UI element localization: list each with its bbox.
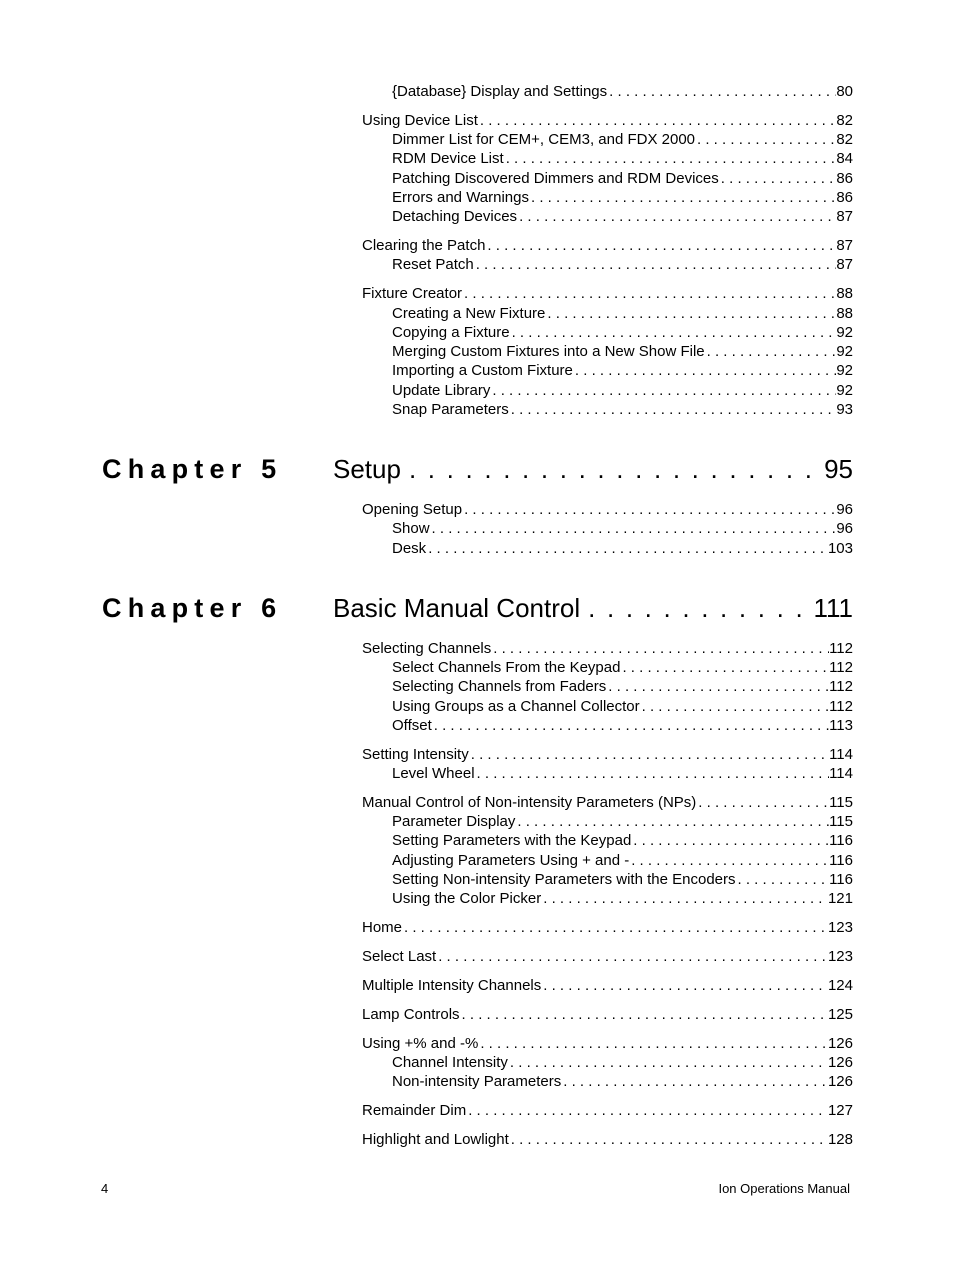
toc-entry[interactable] <box>392 539 853 558</box>
toc-entry-page: 112 <box>829 659 853 676</box>
toc-entry[interactable] <box>362 284 853 303</box>
toc-entry-page: 88 <box>836 305 853 322</box>
toc-leader <box>469 745 829 764</box>
toc-entry[interactable] <box>392 677 853 696</box>
toc-leader <box>485 236 836 255</box>
toc-entry-title: Adjusting Parameters Using + and - <box>392 852 630 869</box>
toc-entry-page: 80 <box>836 83 853 100</box>
toc-entry-title: Non-intensity Parameters <box>392 1073 562 1090</box>
toc-entry[interactable] <box>362 1101 853 1120</box>
toc-entry-title: RDM Device List <box>392 150 504 167</box>
toc-entry-title: Parameter Display <box>392 813 516 830</box>
toc-entry-page: 126 <box>827 1054 853 1071</box>
toc-leader <box>545 304 836 323</box>
toc-leader <box>541 889 828 908</box>
toc-entry-page: 93 <box>836 401 853 418</box>
toc-leader <box>491 639 829 658</box>
toc-entry-title: Merging Custom Fixtures into a New Show File <box>392 343 705 360</box>
toc-entry[interactable] <box>362 947 853 966</box>
toc-entry[interactable] <box>392 323 853 342</box>
toc-entry[interactable] <box>392 716 853 735</box>
toc-entry-page: 114 <box>829 765 853 782</box>
toc-entry[interactable] <box>392 188 853 207</box>
toc-entry-page: 126 <box>827 1073 853 1090</box>
chapter-5-heading[interactable] <box>333 454 853 486</box>
toc-entry-title: Level Wheel <box>392 765 475 782</box>
toc-leader <box>640 697 829 716</box>
footer-manual-title: Ion Operations Manual <box>718 1181 850 1196</box>
toc-entry-title: Manual Control of Non-intensity Parameters (NPs) <box>362 794 697 811</box>
toc-leader <box>475 764 830 783</box>
toc-leader <box>580 593 813 623</box>
toc-entry[interactable] <box>362 793 853 812</box>
toc-leader <box>515 812 829 831</box>
toc-leader <box>607 82 836 101</box>
toc-entry-page: 121 <box>827 890 853 907</box>
toc-entry-page: 124 <box>827 977 853 994</box>
toc-entry[interactable] <box>392 361 853 380</box>
toc-leader <box>436 947 828 966</box>
toc-entry-title: Channel Intensity <box>392 1054 508 1071</box>
toc-leader <box>631 831 829 850</box>
toc-entry[interactable] <box>392 764 853 783</box>
toc-leader <box>478 111 836 130</box>
toc-leader <box>462 500 836 519</box>
toc-entry-page: 87 <box>836 208 853 225</box>
toc-entry[interactable] <box>392 519 853 538</box>
toc-entry[interactable] <box>362 236 853 255</box>
toc-entry[interactable] <box>392 889 853 908</box>
toc-leader <box>696 793 829 812</box>
toc-entry-title: Fixture Creator <box>362 285 463 302</box>
toc-entry-page: 123 <box>827 919 853 936</box>
toc-entry-page: 113 <box>829 717 853 734</box>
toc-entry-page: 92 <box>836 362 853 379</box>
chapter-page: 111 <box>813 593 853 623</box>
toc-leader <box>719 169 837 188</box>
toc-entry-page: 127 <box>827 1102 853 1119</box>
toc-entry-page: 92 <box>836 382 853 399</box>
toc-leader <box>478 1034 828 1053</box>
toc-entry-title: Home <box>362 919 403 936</box>
toc-entry-title: Creating a New Fixture <box>392 305 546 322</box>
toc-entry-page: 115 <box>829 813 853 830</box>
toc-entry[interactable] <box>392 400 853 419</box>
toc-entry-title: Clearing the Patch <box>362 237 486 254</box>
toc-leader <box>529 188 836 207</box>
toc-entry[interactable] <box>362 918 853 937</box>
toc-entry-title: Errors and Warnings <box>392 189 529 206</box>
toc-entry-page: 96 <box>836 520 853 537</box>
toc-entry-title: Reset Patch <box>392 256 474 273</box>
toc-entry[interactable] <box>362 1130 853 1149</box>
toc-leader <box>509 400 837 419</box>
toc-entry-page: 112 <box>829 678 853 695</box>
toc-leader <box>432 716 829 735</box>
toc-leader <box>629 851 829 870</box>
toc-entry-page: 92 <box>836 324 853 341</box>
toc-leader <box>517 207 836 226</box>
toc-leader <box>620 658 829 677</box>
toc-entry-title: Desk <box>392 540 427 557</box>
toc-leader <box>508 1053 828 1072</box>
toc-entry-page: 86 <box>836 170 853 187</box>
toc-entry[interactable] <box>392 1053 853 1072</box>
toc-entry-title: Remainder Dim <box>362 1102 467 1119</box>
toc-entry[interactable] <box>362 1034 853 1053</box>
toc-leader <box>462 284 836 303</box>
toc-entry-page: 114 <box>829 746 853 763</box>
toc-leader <box>504 149 837 168</box>
toc-entry-title: Detaching Devices <box>392 208 518 225</box>
footer-page-number: 4 <box>101 1181 109 1196</box>
toc-entry[interactable] <box>392 82 853 101</box>
toc-entry-page: 84 <box>836 150 853 167</box>
toc-entry-title: Selecting Channels <box>362 640 492 657</box>
toc-entry-page: 112 <box>829 698 853 715</box>
toc-entry-title: Select Last <box>362 948 437 965</box>
toc-entry-page: 96 <box>836 501 853 518</box>
toc-entry[interactable] <box>392 851 853 870</box>
toc-entry[interactable] <box>392 207 853 226</box>
toc-leader <box>490 381 836 400</box>
toc-entry-title: Setting Parameters with the Keypad <box>392 832 632 849</box>
toc-entry-page: 86 <box>836 189 853 206</box>
toc-entry[interactable] <box>362 976 853 995</box>
toc-entry-page: 116 <box>829 871 853 888</box>
toc-entry[interactable] <box>392 169 853 188</box>
toc-entry-title: Select Channels From the Keypad <box>392 659 621 676</box>
toc-leader <box>460 1005 828 1024</box>
toc-entry-title: Copying a Fixture <box>392 324 510 341</box>
toc-entry-title: {Database} Display and Settings <box>392 83 608 100</box>
toc-entry[interactable] <box>392 130 853 149</box>
toc-entry-page: 112 <box>829 640 853 657</box>
toc-entry-title: Using Device List <box>362 112 478 129</box>
chapter-page: 95 <box>824 454 853 484</box>
toc-leader <box>466 1101 828 1120</box>
toc-entry[interactable] <box>362 639 853 658</box>
toc-entry-title: Setting Non-intensity Parameters with the Encoders <box>392 871 736 888</box>
toc-leader <box>402 918 828 937</box>
toc-entry-title: Update Library <box>392 382 491 399</box>
toc-entry[interactable] <box>392 304 853 323</box>
toc-entry-title: Snap Parameters <box>392 401 509 418</box>
toc-entry[interactable] <box>362 500 853 519</box>
toc-leader <box>510 323 837 342</box>
toc-entry-page: 87 <box>836 256 853 273</box>
toc-leader <box>573 361 836 380</box>
toc-entry-title: Patching Discovered Dimmers and RDM Devices <box>392 170 719 187</box>
toc-entry-page: 116 <box>829 832 853 849</box>
toc-entry[interactable] <box>392 381 853 400</box>
toc-entry-title: Using the Color Picker <box>392 890 542 907</box>
toc-leader <box>705 342 837 361</box>
toc-entry-title: Opening Setup <box>362 501 463 518</box>
toc-entry-title: Dimmer List for CEM+, CEM3, and FDX 2000 <box>392 131 696 148</box>
toc-entry-title: Selecting Channels from Faders <box>392 678 607 695</box>
toc-entry-title: Using +% and -% <box>362 1035 479 1052</box>
toc-entry-page: 103 <box>827 540 853 557</box>
toc-entry-title: Lamp Controls <box>362 1006 460 1023</box>
toc-leader <box>474 255 837 274</box>
toc-leader <box>606 677 829 696</box>
toc-entry[interactable] <box>392 831 853 850</box>
toc-entry-page: 115 <box>829 794 853 811</box>
toc-entry[interactable] <box>392 255 853 274</box>
toc-entry-title: Using Groups as a Channel Collector <box>392 698 640 715</box>
toc-leader <box>401 454 824 484</box>
toc-leader <box>509 1130 828 1149</box>
toc-entry[interactable] <box>392 697 853 716</box>
toc-entry-page: 82 <box>836 131 853 148</box>
toc-entry-page: 87 <box>836 237 853 254</box>
toc-entry-title: Show <box>392 520 430 537</box>
chapter-6-heading[interactable] <box>333 593 853 625</box>
toc-entry-page: 125 <box>827 1006 853 1023</box>
toc-entry-title: Highlight and Lowlight <box>362 1131 509 1148</box>
toc-entry[interactable] <box>392 1072 853 1091</box>
toc-entry[interactable] <box>392 658 853 677</box>
toc-entry-page: 82 <box>836 112 853 129</box>
toc-entry[interactable] <box>362 1005 853 1024</box>
chapter-6-label: Chapter 6 <box>102 593 283 623</box>
toc-entry-page: 116 <box>829 852 853 869</box>
toc-entry-page: 123 <box>827 948 853 965</box>
toc-leader <box>695 130 836 149</box>
toc-entry[interactable] <box>362 111 853 130</box>
toc-entry-page: 126 <box>827 1035 853 1052</box>
toc-entry-title: Importing a Custom Fixture <box>392 362 573 379</box>
chapter-title: Setup <box>333 454 401 484</box>
chapter-title: Basic Manual Control <box>333 593 581 623</box>
toc-leader <box>561 1072 828 1091</box>
toc-entry[interactable] <box>392 870 853 889</box>
toc-entry[interactable] <box>392 342 853 361</box>
toc-entry[interactable] <box>392 812 853 831</box>
toc-entry-title: Multiple Intensity Channels <box>362 977 542 994</box>
toc-entry-title: Setting Intensity <box>362 746 469 763</box>
toc-leader <box>736 870 830 889</box>
toc-entry-page: 92 <box>836 343 853 360</box>
toc-entry[interactable] <box>392 149 853 168</box>
toc-entry-title: Offset <box>392 717 432 734</box>
toc-leader <box>541 976 828 995</box>
toc-leader <box>426 539 828 558</box>
toc-entry-page: 88 <box>836 285 853 302</box>
toc-leader <box>430 519 837 538</box>
toc-entry[interactable] <box>362 745 853 764</box>
chapter-5-label: Chapter 5 <box>102 454 283 484</box>
toc-entry-page: 128 <box>827 1131 853 1148</box>
